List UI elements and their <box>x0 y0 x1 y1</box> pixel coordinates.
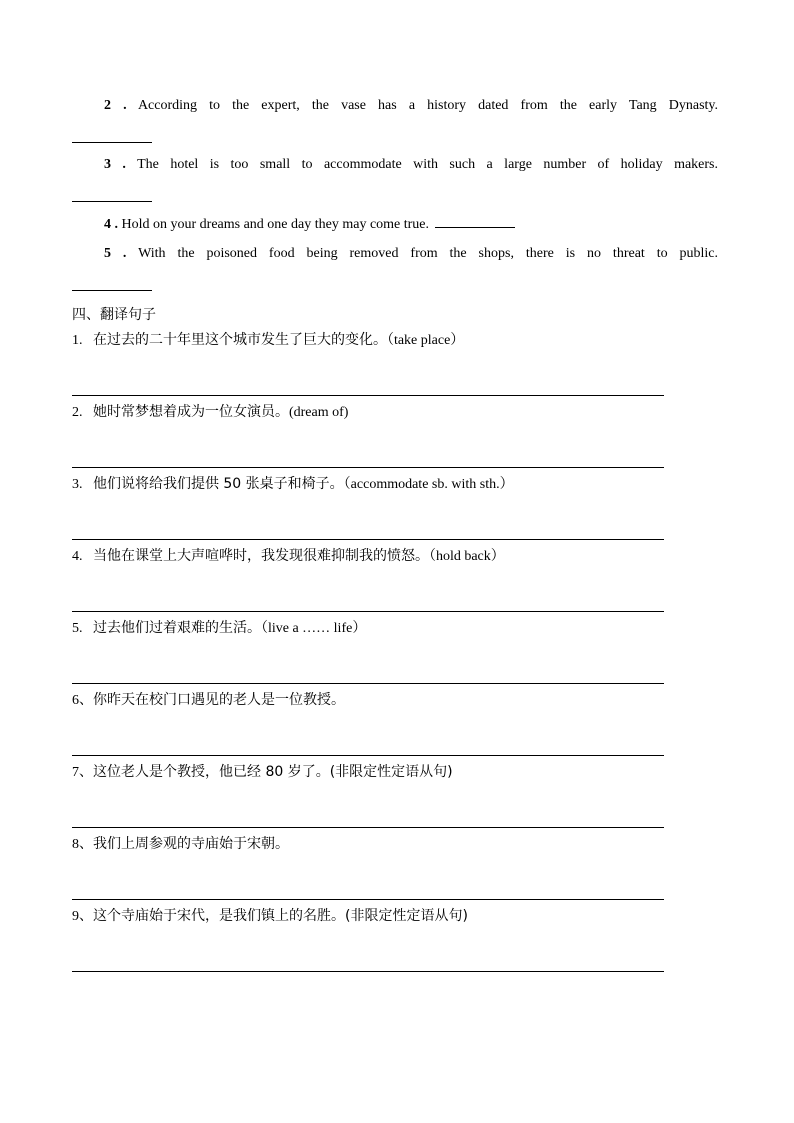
hint-text: (dream of) <box>288 405 349 420</box>
item-number: 9、 <box>72 909 93 924</box>
translation-item-2 <box>72 404 348 421</box>
translation-item-5 <box>72 620 366 637</box>
translation-item-1 <box>72 332 464 349</box>
chinese-sentence: 过去他们过着艰难的生活。 <box>92 620 261 636</box>
answer-blank[interactable] <box>72 142 152 143</box>
hint-text: （live a …… life） <box>260 621 367 636</box>
answer-line[interactable] <box>72 971 664 972</box>
correction-number: 4 . <box>104 217 118 232</box>
chinese-sentence: 她时常梦想着成为一位女演员。 <box>92 404 289 420</box>
translation-item-8 <box>72 836 289 853</box>
correction-sentence: The hotel is too small to accommodate with such a large number of holiday makers. <box>137 157 718 172</box>
chinese-sentence: 在过去的二十年里这个城市发生了巨大的变化。 <box>92 332 387 348</box>
item-number: 7、 <box>72 765 93 780</box>
chinese-sentence: 他们说将给我们提供 50 张桌子和椅子。 <box>92 476 344 492</box>
answer-blank[interactable] <box>72 290 152 291</box>
item-number: 5. <box>72 621 83 636</box>
item-number: 6、 <box>72 693 93 708</box>
answer-line[interactable] <box>72 395 664 396</box>
hint-text: (非限定性定语从句) <box>345 908 468 924</box>
answer-line[interactable] <box>72 467 664 468</box>
section-title: 四、翻译句子 <box>72 307 156 323</box>
chinese-sentence: 这个寺庙始于宋代，是我们镇上的名胜。 <box>93 908 345 924</box>
item-number: 3. <box>72 477 83 492</box>
correction-number: 2 . <box>104 98 127 113</box>
translation-item-6 <box>72 692 345 709</box>
correction-sentence: Hold on your dreams and one day they may come true. <box>121 217 430 232</box>
answer-line[interactable] <box>72 539 664 540</box>
chinese-sentence: 这位老人是个教授，他已经 80 岁了。 <box>93 764 330 780</box>
hint-text: （hold back） <box>428 549 505 564</box>
correction-item-2 <box>104 98 718 114</box>
translation-item-7 <box>72 764 453 781</box>
correction-item-3 <box>104 157 718 173</box>
hint-text: （accommodate sb. with sth.） <box>343 477 514 492</box>
item-number: 2. <box>72 405 83 420</box>
answer-line[interactable] <box>72 683 664 684</box>
correction-number: 3 . <box>104 157 126 172</box>
chinese-sentence: 你昨天在校门口遇见的老人是一位教授。 <box>93 692 345 708</box>
answer-line[interactable] <box>72 755 664 756</box>
correction-item-5 <box>104 246 718 262</box>
answer-line[interactable] <box>72 611 664 612</box>
translation-item-4 <box>72 548 505 565</box>
translation-item-3 <box>72 476 514 493</box>
answer-line[interactable] <box>72 827 664 828</box>
correction-sentence: According to the expert, the vase has a history dated from the early Tang Dynasty. <box>137 98 719 113</box>
translation-item-9 <box>72 908 468 925</box>
answer-line[interactable] <box>72 899 664 900</box>
item-number: 8、 <box>72 837 93 852</box>
correction-number: 5 . <box>104 246 127 261</box>
hint-text: （take place） <box>386 333 465 348</box>
item-number: 4. <box>72 549 83 564</box>
chinese-sentence: 我们上周参观的寺庙始于宋朝。 <box>93 836 289 852</box>
correction-sentence: With the poisoned food being removed from the shops, there is no threat to public. <box>138 246 719 261</box>
correction-item-4 <box>104 215 718 233</box>
hint-text: (非限定性定语从句) <box>329 764 453 780</box>
chinese-sentence: 当他在课堂上大声喧哗时，我发现很难抑制我的愤怒。 <box>92 548 429 564</box>
item-number: 1. <box>72 333 83 348</box>
answer-blank[interactable] <box>435 215 515 228</box>
answer-blank[interactable] <box>72 201 152 202</box>
